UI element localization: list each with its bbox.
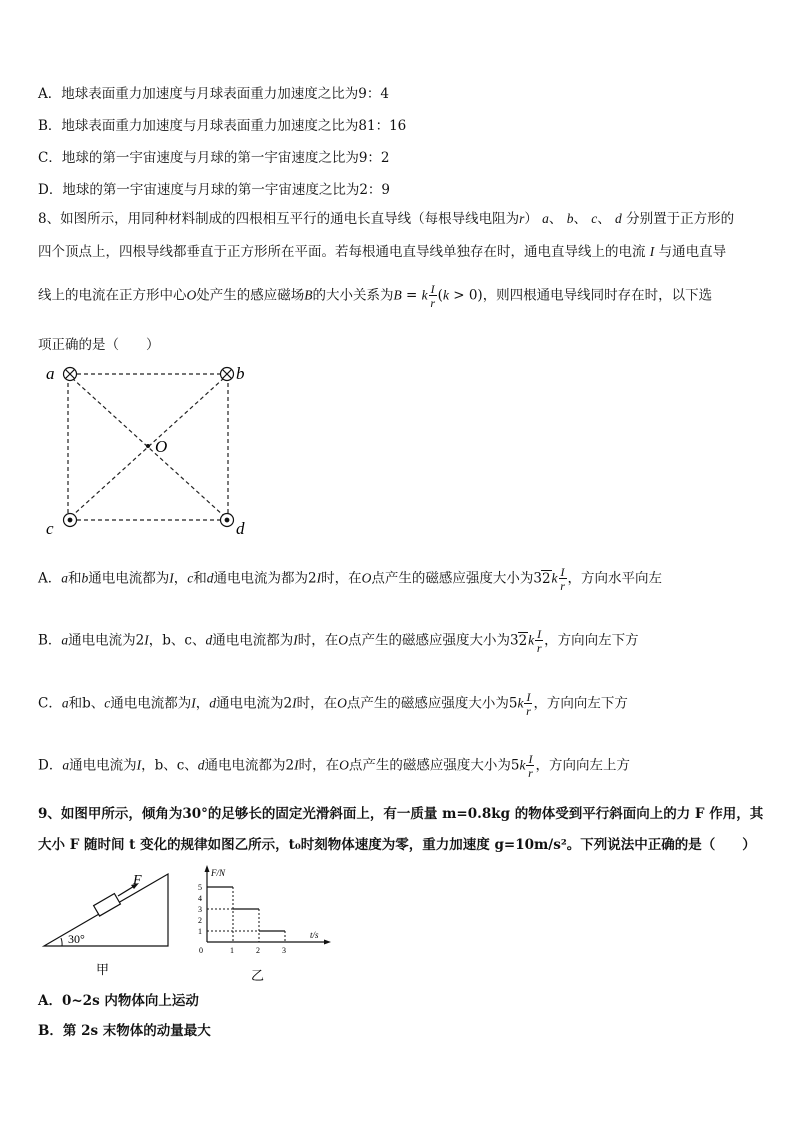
- opt-text: 时，在: [296, 695, 338, 712]
- q8-text: ，则四根通电导线同时存在时，以下选: [482, 287, 713, 304]
- opt-text: 时，在: [297, 632, 339, 649]
- opt-text: 通电电流为: [69, 757, 137, 774]
- q8-stem-line2: 四个顶点上，四根导线都垂直于正方形所在平面。若每根通电直导线单独存在时，通电直导线上的电流 I 与通电直导: [38, 244, 727, 260]
- q8-option-d: D．a通电电流为I，b、c、d通电电流都为2I时，在O点产生的磁感应强度大小为5k $\frac{I}{r}$ ，方向向左上方: [38, 752, 630, 780]
- q8-square-figure: [40, 358, 270, 538]
- opt-text: 通电电流都为: [204, 757, 286, 774]
- opt-text: 时，在: [298, 757, 340, 774]
- opt-text: 和b、: [68, 695, 105, 712]
- opt-text: 通电电流为都为: [213, 570, 308, 587]
- q8-stem-line4: 项正确的是（ ）: [38, 337, 160, 353]
- center-point: [146, 444, 150, 448]
- label-O: O: [155, 437, 168, 456]
- x-tick-label: 0: [199, 946, 203, 955]
- opt-text: ，: [148, 632, 163, 649]
- label-d: d: [236, 519, 245, 538]
- q8-option-b: B．a通电电流为2I，b、c、d通电电流都为I时，在O点产生的磁感应强度大小为32k $\frac{I}{r}$ ，方向向左下方: [38, 627, 639, 655]
- q9-option-b: B．第 2s 末物体的动量最大: [38, 1023, 211, 1039]
- angle-label: 30°: [68, 932, 85, 946]
- y-tick-label: 1: [198, 927, 202, 936]
- y-tick-label: 5: [198, 883, 202, 892]
- q8-text: 的大小关系为: [312, 287, 394, 304]
- q8-text: 分别置于正方形的: [626, 211, 735, 227]
- wire-a-into-page-icon: [64, 368, 77, 381]
- option-prefix: B．: [38, 632, 62, 649]
- q8-text: 与通电直导: [658, 244, 727, 260]
- q8-stem-line3: 线上的电流在正方形中心O处产生的感应磁场B的大小关系为B = k $\frac{I}{r}$ (k > 0)，则四根通电导线同时存在时，以下选: [38, 282, 713, 310]
- x-tick-label: 1: [230, 946, 234, 955]
- opt-text: 通电电流为: [68, 632, 136, 649]
- q7-option-c: C．地球的第一宇宙速度与月球的第一宇宙速度之比为9：2: [38, 150, 390, 166]
- opt-text: 和: [68, 570, 82, 587]
- force-label: F: [133, 873, 142, 888]
- q8-text: 处产生的感应磁场: [196, 287, 305, 304]
- opt-text: 通电电流都为: [212, 632, 294, 649]
- caption-yi: 乙: [251, 968, 265, 983]
- fraction-I-over-r: $\frac{I}{r}$: [430, 282, 435, 310]
- q9-stem-line1: 9、如图甲所示，倾角为30°的足够长的固定光滑斜面上，有一质量 m=0.8kg 的物体受到平行斜面向上的力 F 作用，其: [38, 806, 764, 822]
- opt-text: 时，在: [321, 570, 362, 587]
- x-tick-label: 2: [256, 946, 260, 955]
- q8-text: 四个顶点上，四根导线都垂直于正方形所在平面。若每根通电直导线单独存在时，通电直导线上的电流: [38, 244, 646, 260]
- opt-text: ，方向向左上方: [535, 757, 630, 774]
- option-prefix: C．: [38, 695, 62, 712]
- opt-text: 点产生的磁感应强度大小为: [348, 757, 511, 774]
- opt-text: ，: [141, 757, 155, 774]
- option-prefix: D．: [38, 757, 63, 774]
- q8-text: 线上的电流在正方形中心: [38, 287, 187, 304]
- opt-text: 通电电流都为: [110, 695, 192, 712]
- opt-text: 点产生的磁感应强度大小为: [371, 570, 534, 587]
- block-on-incline: [94, 894, 121, 916]
- y-tick-label: 3: [198, 905, 202, 914]
- q8-stem-line1: 8、如图所示，用同种材料制成的四根相互平行的通电长直导线（每根导线电阻为r） a、 b、 c、 d 分别置于正方形的: [38, 211, 735, 227]
- caption-jia: 甲: [96, 962, 110, 977]
- option-prefix: A．: [38, 570, 62, 587]
- q8-option-a: A．a和b通电电流都为I，c和d通电电流为都为2I时，在O点产生的磁感应强度大小为32k $\frac{I}{r}$ ，方向水平向左: [38, 565, 663, 593]
- q7-option-a: A．地球表面重力加速度与月球表面重力加速度之比为9：4: [38, 86, 389, 102]
- y-tick-label: 4: [198, 894, 202, 903]
- opt-text: ，方向向左下方: [544, 632, 639, 649]
- wire-c-out-of-page-icon: [64, 514, 77, 527]
- opt-text: 点产生的磁感应强度大小为: [347, 632, 510, 649]
- wire-b-into-page-icon: [221, 368, 234, 381]
- q7-option-b: B．地球表面重力加速度与月球表面重力加速度之比为81：16: [38, 118, 407, 134]
- q9-stem-line2: 大小 F 随时间 t 变化的规律如图乙所示，t₀时刻物体速度为零，重力加速度 g=10m/s²。下列说法中正确的是（ ）: [38, 837, 756, 853]
- y-axis-label: F/N: [211, 868, 226, 878]
- label-a: a: [46, 364, 55, 383]
- opt-text: 点产生的磁感应强度大小为: [346, 695, 509, 712]
- q8-text: ）: [524, 211, 538, 227]
- opt-text: ，方向向左下方: [533, 695, 628, 712]
- q8-option-c: C．a和b、c通电电流都为I，d通电电流为2I时，在O点产生的磁感应强度大小为5k $\frac{I}{r}$ ，方向向左下方: [38, 690, 628, 718]
- q9-force-time-graph: [195, 864, 335, 984]
- opt-text: ，方向水平向左: [567, 570, 663, 587]
- opt-text: 通电电流都为: [88, 570, 170, 587]
- x-axis-label: t/s: [310, 930, 319, 940]
- q9-option-a: A．0~2s 内物体向上运动: [38, 993, 199, 1009]
- opt-text: b、c、: [162, 632, 206, 649]
- q7-option-d: D．地球的第一宇宙速度与月球的第一宇宙速度之比为2：9: [38, 182, 391, 198]
- opt-text: 和: [193, 570, 207, 587]
- opt-text: ，: [195, 695, 210, 712]
- opt-text: ，: [173, 570, 188, 587]
- x-tick-label: 3: [282, 946, 286, 955]
- q9-incline-figure: [40, 868, 175, 980]
- wire-d-out-of-page-icon: [221, 514, 234, 527]
- q8-text: 8、如图所示，用同种材料制成的四根相互平行的通电长直导线（每根导线电阻为: [38, 211, 520, 227]
- y-tick-label: 2: [198, 916, 202, 925]
- label-c: c: [46, 519, 54, 538]
- opt-text: b、c、: [154, 757, 198, 774]
- label-b: b: [236, 364, 245, 383]
- opt-text: 通电电流为: [216, 695, 284, 712]
